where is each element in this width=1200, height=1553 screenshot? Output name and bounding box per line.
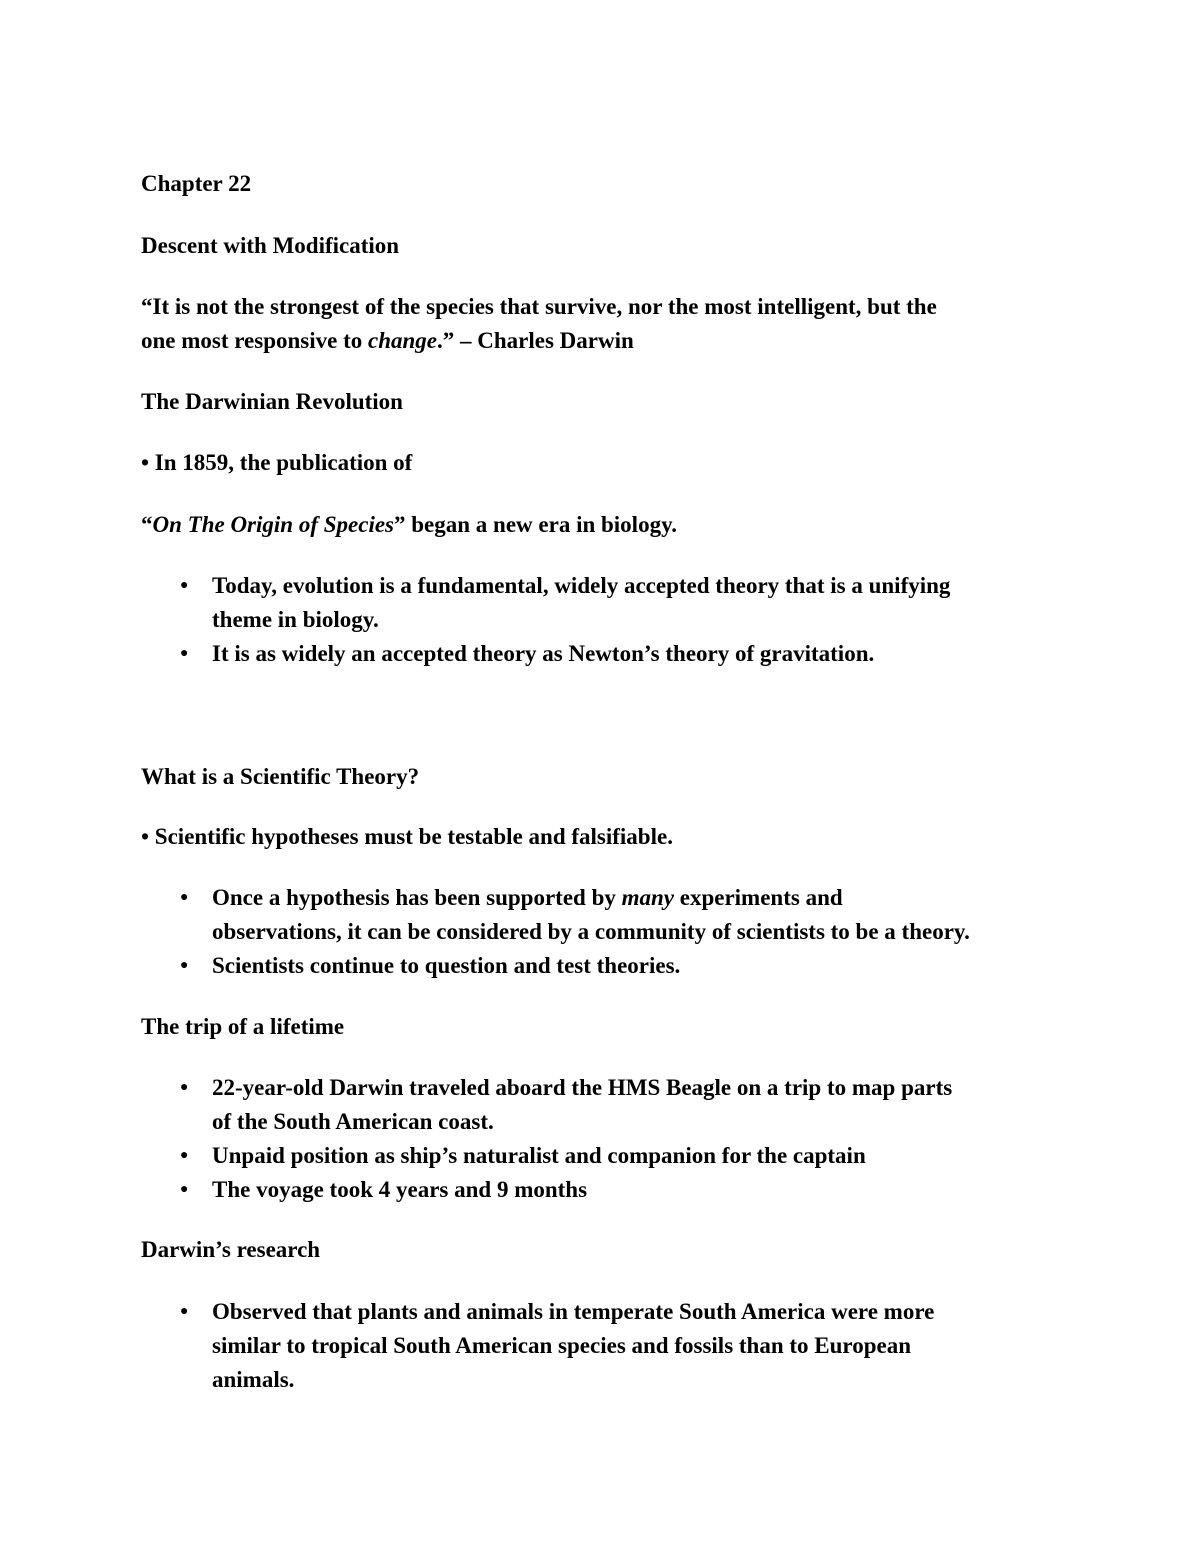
list-item: Observed that plants and animals in temperate South America were more — [212, 1299, 935, 1324]
list-item-text: experiments and — [674, 885, 843, 910]
list-item-continuation: similar to tropical South American species and fossils than to European — [212, 1333, 912, 1358]
open-quote: “ — [141, 512, 153, 537]
section-heading-darwinian-revolution: The Darwinian Revolution — [141, 389, 403, 414]
quote-text: one most responsive to — [141, 328, 369, 353]
list-item: It is as widely an accepted theory as Newton’s theory of gravitation. — [212, 641, 875, 666]
list-item: Scientists continue to question and test theories. — [212, 953, 681, 978]
quote-line-1: “It is not the strongest of the species that survive, nor the most intelligent, but the — [141, 294, 937, 319]
bullet-icon: ● — [180, 1182, 189, 1197]
paragraph-text: ” began a new era in biology. — [394, 512, 678, 537]
bullet-icon: ● — [180, 958, 189, 973]
bullet-icon: ● — [180, 1304, 189, 1319]
list-item: Unpaid position as ship’s naturalist and companion for the captain — [212, 1143, 866, 1168]
chapter-number: Chapter 22 — [141, 171, 252, 196]
list-item: Today, evolution is a fundamental, widely accepted theory that is a unifying — [212, 573, 951, 598]
list-item: 22-year-old Darwin traveled aboard the HMS Beagle on a trip to map parts — [212, 1075, 953, 1100]
bullet-icon: ● — [180, 646, 189, 661]
list-item-continuation: of the South American coast. — [212, 1109, 494, 1134]
bullet-icon: ● — [180, 1080, 189, 1095]
page-title: Descent with Modification — [141, 233, 400, 258]
book-title: On The Origin of Species — [152, 512, 394, 537]
quote-emphasis: change — [368, 328, 438, 353]
bullet-icon: ● — [180, 578, 189, 593]
bullet-icon: ● — [180, 890, 189, 905]
section-heading-scientific-theory: What is a Scientific Theory? — [141, 764, 420, 789]
quote-line-2 — [141, 324, 634, 358]
bullet-icon: ● — [180, 1148, 189, 1163]
list-item-continuation: theme in biology. — [212, 607, 379, 632]
list-item: The voyage took 4 years and 9 months — [212, 1177, 588, 1202]
emphasis-many: many — [621, 885, 674, 910]
paragraph-publication: • In 1859, the publication of — [141, 450, 413, 475]
list-item-continuation: animals. — [212, 1367, 295, 1392]
list-item-continuation: observations, it can be considered by a community of scientists to be a theory. — [212, 919, 970, 944]
list-item — [212, 881, 843, 915]
section-heading-trip: The trip of a lifetime — [141, 1014, 345, 1039]
list-item-text: Once a hypothesis has been supported by — [212, 885, 622, 910]
quote-attribution: .” – Charles Darwin — [437, 328, 634, 353]
paragraph-hypotheses: • Scientific hypotheses must be testable and falsifiable. — [141, 824, 673, 849]
section-heading-research: Darwin’s research — [141, 1237, 321, 1262]
paragraph-origin-of-species — [141, 508, 677, 542]
